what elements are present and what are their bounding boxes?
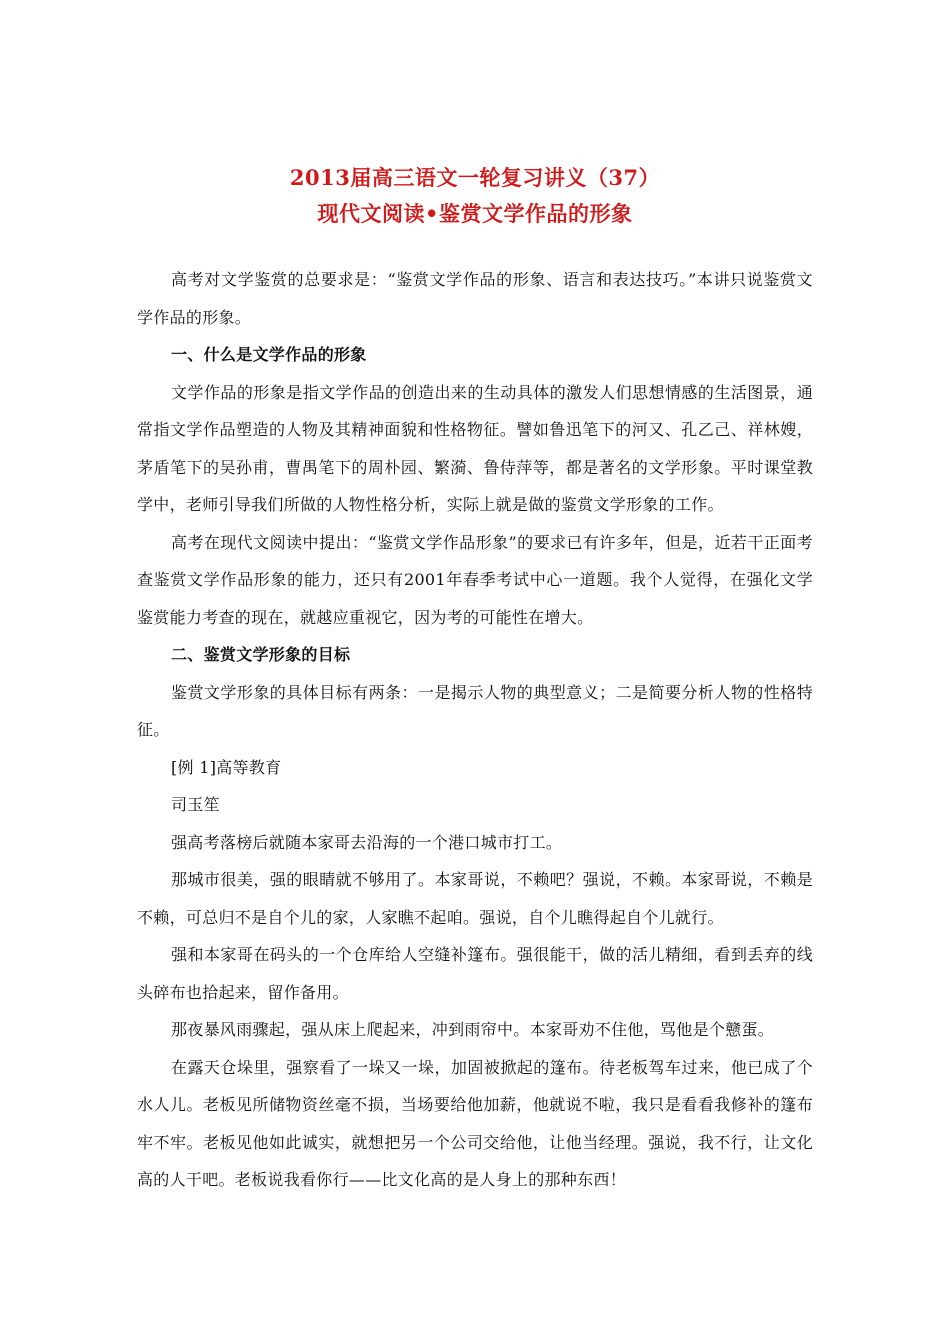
story-author: 司玉笙 — [171, 795, 220, 814]
section1-paragraph-1: 文学作品的形象是指文学作品的创造出来的生动具体的激发人们思想情感的生活图景，通常指文学作品塑造的人物及其精神面貌和性格物征。譬如鲁迅笔下的河又、孔乙己、祥林嫂，茅盾笔下的吴孙甫，曹禺笔下的周朴园、繁漪、鲁侍萍等，都是著名的文学形象。平时课堂教学中，老师引导我们所做的人物性格分析，实际上就是做的鉴赏文学形象的工作。 — [137, 382, 813, 514]
intro-paragraph: 高考对文学鉴赏的总要求是：“鉴赏文学作品的形象、语言和表达技巧。”本讲只说鉴赏文学作品的形象。 — [137, 270, 813, 327]
section-heading-2: 二、鉴赏文学形象的目标 — [171, 645, 351, 664]
story-paragraph-3: 强和本家哥在码头的一个仓库给人空缝补篷布。强很能干，做的活儿精细，看到丢弃的线头碎布也拾起来，留作备用。 — [137, 945, 813, 1002]
story-paragraph-2: 那城市很美，强的眼睛就不够用了。本家哥说，不赖吧？强说，不赖。本家哥说，不赖是不赖，可总归不是自个儿的家，人家瞧不起咱。强说，自个儿瞧得起自个儿就行。 — [137, 870, 813, 927]
section-heading-1: 一、什么是文学作品的形象 — [171, 345, 367, 364]
document-title: 2013届高三语文一轮复习讲义（37） — [289, 165, 661, 190]
story-paragraph-1: 强高考落榜后就随本家哥去沿海的一个港口城市打工。 — [171, 832, 563, 852]
section2-paragraph-1: 鉴赏文学形象的具体目标有两条：一是揭示人物的典型意义；二是简要分析人物的性格特征。 — [137, 682, 813, 739]
story-paragraph-5: 在露天仓垛里，强察看了一垛又一垛，加固被掀起的篷布。待老板驾车过来，他已成了个水人儿。老板见所储物资丝毫不损，当场要给他加薪，他就说不啦，我只是看看我修补的篷布牢不牢。老板见他如此诚实，就想把另一个公司交给他，让他当经理。强说，我不行，让文化高的人干吧。老板说我看你行——比文化高的是人身上的那种东西！ — [137, 1057, 813, 1189]
story-paragraph-4: 那夜暴风雨骤起，强从床上爬起来，冲到雨帘中。本家哥劝不住他，骂他是个戆蛋。 — [171, 1020, 775, 1039]
title-block — [0, 160, 950, 232]
example-label: [例 1]高等教育 — [171, 757, 282, 777]
document-body — [137, 261, 813, 1199]
section1-paragraph-2: 高考在现代文阅读中提出：“鉴赏文学作品形象”的要求已有许多年，但是，近若干正面考查鉴赏文学作品形象的能力，还只有2001年春季考试中心一道题。我个人觉得，在强化文学鉴赏能力考查的现在，就越应重视它，因为考的可能性在增大。 — [137, 532, 813, 627]
document-subtitle: 现代文阅读•鉴赏文学作品的形象 — [317, 201, 633, 226]
